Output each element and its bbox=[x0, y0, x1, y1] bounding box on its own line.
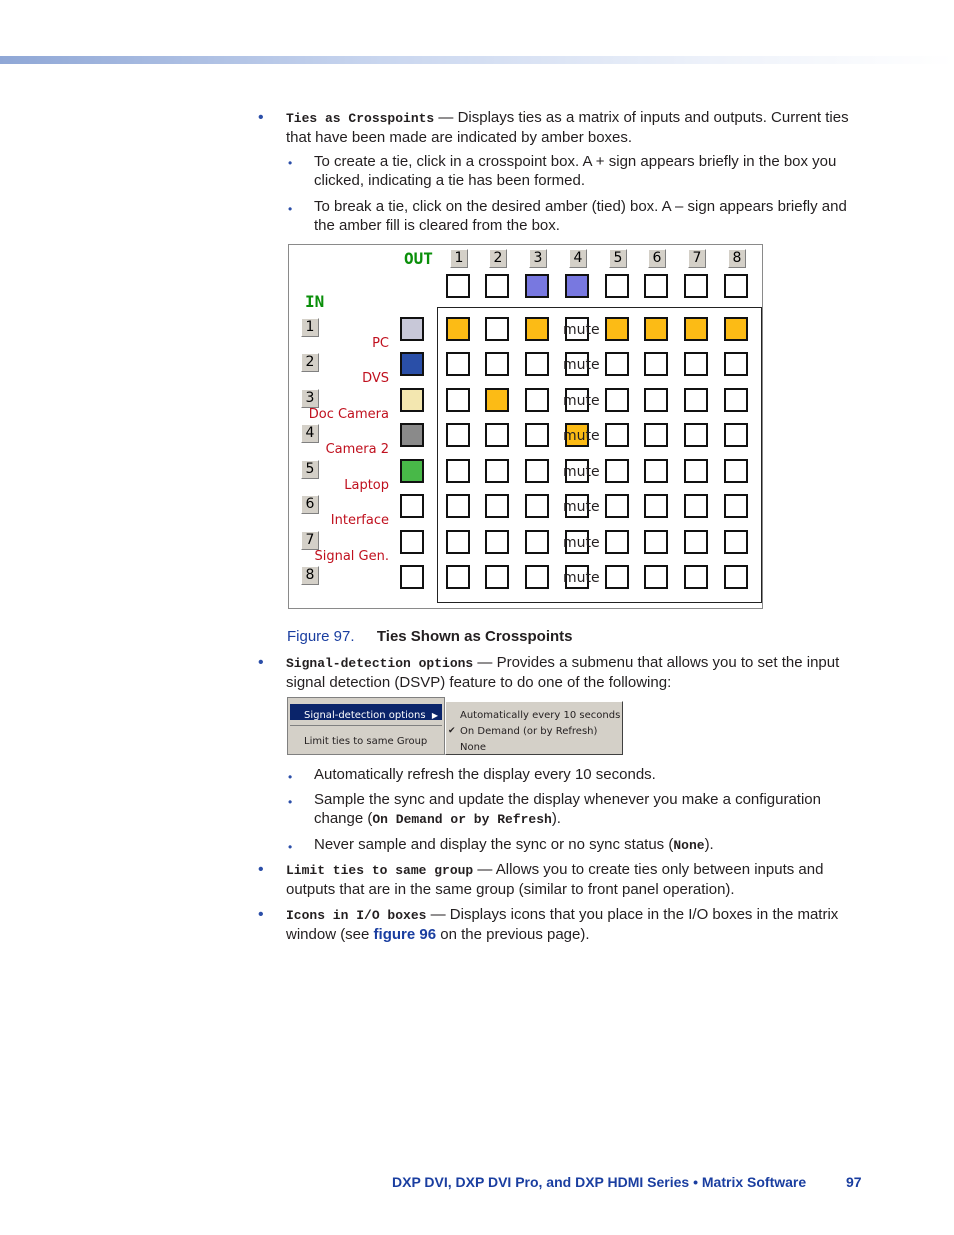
sub-item-auto-refresh: Automatically refresh the display every 10 seconds. bbox=[314, 766, 656, 783]
submenu-item-none[interactable]: None bbox=[460, 742, 487, 753]
input-device-icon-5[interactable] bbox=[400, 459, 424, 483]
paragraph-icons-io bbox=[286, 905, 866, 944]
mute-crosspoint-6[interactable] bbox=[563, 494, 600, 518]
crosspoint-8-2[interactable] bbox=[485, 565, 509, 589]
sub-item-on-demand bbox=[314, 790, 862, 829]
term-icons-io: Icons in I/O boxes bbox=[286, 908, 427, 923]
crosspoint-matrix-figure bbox=[288, 244, 763, 609]
input-number-1: 1 bbox=[301, 318, 319, 337]
crosspoint-7-7[interactable] bbox=[684, 530, 708, 554]
crosspoint-2-8[interactable] bbox=[724, 352, 748, 376]
figure-title: Ties Shown as Crosspoints bbox=[376, 628, 573, 645]
figure-caption bbox=[287, 627, 573, 646]
output-box-6[interactable] bbox=[644, 274, 668, 298]
submenu-item-automatic[interactable]: Automatically every 10 seconds bbox=[460, 710, 621, 721]
crosspoint-4-5[interactable] bbox=[605, 423, 629, 447]
crosspoint-1-6[interactable] bbox=[644, 317, 668, 341]
output-number-5: 5 bbox=[609, 249, 627, 268]
menu-item-limit-ties[interactable]: Limit ties to same Group bbox=[304, 736, 428, 747]
figure-96-link[interactable]: figure 96 bbox=[373, 926, 437, 943]
input-number-5: 5 bbox=[301, 460, 319, 479]
input-name-6: Interface bbox=[330, 513, 389, 528]
input-box-6[interactable] bbox=[400, 494, 424, 518]
crosspoint-2-6[interactable] bbox=[644, 352, 668, 376]
context-menu-figure bbox=[287, 697, 623, 755]
crosspoint-7-1[interactable] bbox=[446, 530, 470, 554]
output-box-8[interactable] bbox=[724, 274, 748, 298]
input-device-icon-1[interactable] bbox=[400, 317, 424, 341]
in-label: IN bbox=[305, 292, 325, 311]
input-device-icon-3[interactable] bbox=[400, 388, 424, 412]
crosspoint-4-7[interactable] bbox=[684, 423, 708, 447]
input-device-icon-2[interactable] bbox=[400, 352, 424, 376]
sub-item-break-tie: To break a tie, click on the desired amber (tied) box. A – sign appears briefly and the amber fill is cleared from the box. bbox=[314, 198, 847, 234]
crosspoint-2-3[interactable] bbox=[525, 352, 549, 376]
desc-ties-as-crosspoints: — Displays ties as a matrix of inputs and outputs. Current ties that have been made are indicated by amber boxes. bbox=[286, 109, 849, 146]
output-box-2[interactable] bbox=[485, 274, 509, 298]
submenu bbox=[445, 701, 623, 755]
mute-label: mute bbox=[563, 357, 600, 373]
output-number-6: 6 bbox=[648, 249, 666, 268]
main-menu bbox=[287, 697, 445, 755]
crosspoint-1-1[interactable] bbox=[446, 317, 470, 341]
bullet-marker: • bbox=[258, 861, 264, 878]
menu-item-label: Signal-detection options bbox=[304, 710, 426, 721]
crosspoint-6-3[interactable] bbox=[525, 494, 549, 518]
crosspoint-5-8[interactable] bbox=[724, 459, 748, 483]
crosspoint-4-3[interactable] bbox=[525, 423, 549, 447]
sub2-text: Sample the sync and update the display whenever you make a configuration change ( bbox=[314, 791, 821, 827]
crosspoint-3-1[interactable] bbox=[446, 388, 470, 412]
mute-crosspoint-2[interactable] bbox=[563, 352, 600, 376]
crosspoint-6-6[interactable] bbox=[644, 494, 668, 518]
figure-label: Figure 97. bbox=[287, 628, 355, 645]
submenu-arrow-icon: ▶ bbox=[431, 711, 438, 720]
sub-bullet-marker: • bbox=[288, 795, 293, 809]
input-number-3: 3 bbox=[301, 389, 319, 408]
sub-bullet-marker: • bbox=[288, 840, 293, 854]
mute-crosspoint-3[interactable] bbox=[563, 388, 600, 412]
input-number-7: 7 bbox=[301, 531, 319, 550]
crosspoint-6-5[interactable] bbox=[605, 494, 629, 518]
crosspoint-5-6[interactable] bbox=[644, 459, 668, 483]
crosspoint-1-2[interactable] bbox=[485, 317, 509, 341]
mute-label: mute bbox=[563, 464, 600, 480]
crosspoint-7-5[interactable] bbox=[605, 530, 629, 554]
input-number-4: 4 bbox=[301, 424, 319, 443]
sub-item-create-tie: To create a tie, click in a crosspoint box. A + sign appears briefly in the box you clicked, indicating a tie has been formed. bbox=[314, 153, 837, 189]
output-number-7: 7 bbox=[688, 249, 706, 268]
paragraph-limit-ties bbox=[286, 860, 866, 899]
output-box-5[interactable] bbox=[605, 274, 629, 298]
mute-crosspoint-5[interactable] bbox=[563, 459, 600, 483]
crosspoint-5-3[interactable] bbox=[525, 459, 549, 483]
sub2-code: On Demand or by Refresh bbox=[372, 812, 552, 827]
input-number-2: 2 bbox=[301, 353, 319, 372]
output-box-7[interactable] bbox=[684, 274, 708, 298]
input-box-8[interactable] bbox=[400, 565, 424, 589]
output-icon-3[interactable] bbox=[525, 274, 549, 298]
output-number-3: 3 bbox=[529, 249, 547, 268]
bullet-marker: • bbox=[258, 906, 264, 923]
sub2-end: ). bbox=[551, 810, 561, 827]
crosspoint-7-6[interactable] bbox=[644, 530, 668, 554]
mute-label: mute bbox=[563, 535, 600, 551]
crosspoint-2-5[interactable] bbox=[605, 352, 629, 376]
crosspoint-6-7[interactable] bbox=[684, 494, 708, 518]
sub3-code: None bbox=[673, 838, 705, 853]
desc-icons-io: — Displays icons that you place in the I/O boxes in the matrix window (see bbox=[286, 906, 839, 943]
output-number-1: 1 bbox=[450, 249, 468, 268]
header-bar bbox=[0, 56, 954, 64]
crosspoint-7-3[interactable] bbox=[525, 530, 549, 554]
crosspoint-7-8[interactable] bbox=[724, 530, 748, 554]
output-number-2: 2 bbox=[489, 249, 507, 268]
crosspoint-6-8[interactable] bbox=[724, 494, 748, 518]
crosspoint-2-7[interactable] bbox=[684, 352, 708, 376]
mute-crosspoint-8[interactable] bbox=[563, 565, 600, 589]
sub-bullet-marker: • bbox=[288, 156, 293, 170]
crosspoint-1-3[interactable] bbox=[525, 317, 549, 341]
input-name-2: DVS bbox=[362, 371, 389, 386]
input-name-3: Doc Camera bbox=[308, 407, 389, 422]
crosspoint-5-2[interactable] bbox=[485, 459, 509, 483]
crosspoint-3-2[interactable] bbox=[485, 388, 509, 412]
crosspoint-5-7[interactable] bbox=[684, 459, 708, 483]
crosspoint-8-8[interactable] bbox=[724, 565, 748, 589]
sub-bullet-marker: • bbox=[288, 770, 293, 784]
bullet-marker: • bbox=[258, 654, 264, 671]
mute-label: mute bbox=[563, 499, 600, 515]
input-name-7: Signal Gen. bbox=[314, 549, 389, 564]
crosspoint-1-8[interactable] bbox=[724, 317, 748, 341]
input-name-5: Laptop bbox=[344, 478, 389, 493]
mute-crosspoint-4[interactable] bbox=[563, 423, 600, 447]
output-icon-4[interactable] bbox=[565, 274, 589, 298]
crosspoint-2-1[interactable] bbox=[446, 352, 470, 376]
crosspoint-4-6[interactable] bbox=[644, 423, 668, 447]
sub3-text: Never sample and display the sync or no sync status ( bbox=[314, 836, 674, 853]
output-number-8: 8 bbox=[728, 249, 746, 268]
mute-crosspoint-1[interactable] bbox=[563, 317, 600, 341]
input-name-1: PC bbox=[372, 336, 389, 351]
page-number: 97 bbox=[846, 1174, 862, 1190]
mute-label: mute bbox=[563, 393, 600, 409]
menu-item-signal-detection[interactable] bbox=[290, 704, 442, 720]
term-signal-detection: Signal-detection options bbox=[286, 656, 474, 671]
menu-separator bbox=[290, 725, 442, 726]
input-device-icon-4[interactable] bbox=[400, 423, 424, 447]
term-ties-as-crosspoints: Ties as Crosspoints bbox=[286, 111, 435, 126]
mute-label: mute bbox=[563, 428, 600, 444]
crosspoint-3-7[interactable] bbox=[684, 388, 708, 412]
crosspoint-8-6[interactable] bbox=[644, 565, 668, 589]
crosspoint-8-7[interactable] bbox=[684, 565, 708, 589]
crosspoint-4-2[interactable] bbox=[485, 423, 509, 447]
bullet-marker: • bbox=[258, 109, 264, 126]
input-number-8: 8 bbox=[301, 566, 319, 585]
desc-signal-detection: — Provides a submenu that allows you to set the input signal detection (DSVP) feature to do one of the following: bbox=[286, 654, 840, 691]
crosspoint-8-5[interactable] bbox=[605, 565, 629, 589]
crosspoint-6-2[interactable] bbox=[485, 494, 509, 518]
crosspoint-1-7[interactable] bbox=[684, 317, 708, 341]
input-box-7[interactable] bbox=[400, 530, 424, 554]
mute-label: mute bbox=[563, 322, 600, 338]
sub-bullet-marker: • bbox=[288, 202, 293, 216]
input-name-4: Camera 2 bbox=[325, 442, 389, 457]
mute-label: mute bbox=[563, 570, 600, 586]
crosspoint-6-1[interactable] bbox=[446, 494, 470, 518]
mute-crosspoint-7[interactable] bbox=[563, 530, 600, 554]
crosspoint-3-5[interactable] bbox=[605, 388, 629, 412]
crosspoint-5-1[interactable] bbox=[446, 459, 470, 483]
out-label: OUT bbox=[404, 249, 433, 268]
crosspoint-8-3[interactable] bbox=[525, 565, 549, 589]
crosspoint-3-3[interactable] bbox=[525, 388, 549, 412]
input-number-6: 6 bbox=[301, 495, 319, 514]
output-number-4: 4 bbox=[569, 249, 587, 268]
desc-icons-io-end: on the previous page). bbox=[436, 926, 590, 943]
sub-item-none bbox=[314, 835, 862, 855]
crosspoint-4-8[interactable] bbox=[724, 423, 748, 447]
footer-title: DXP DVI, DXP DVI Pro, and DXP HDMI Series • Matrix Software bbox=[392, 1174, 807, 1190]
crosspoint-4-1[interactable] bbox=[446, 423, 470, 447]
crosspoint-5-5[interactable] bbox=[605, 459, 629, 483]
crosspoint-3-6[interactable] bbox=[644, 388, 668, 412]
crosspoint-1-5[interactable] bbox=[605, 317, 629, 341]
sub3-end: ). bbox=[704, 836, 714, 853]
submenu-item-on-demand[interactable]: On Demand (or by Refresh) bbox=[460, 726, 598, 737]
checkmark-icon: ✔ bbox=[448, 726, 456, 736]
term-limit-ties: Limit ties to same group bbox=[286, 863, 474, 878]
paragraph-ties-as-crosspoints bbox=[286, 108, 866, 147]
output-box-1[interactable] bbox=[446, 274, 470, 298]
crosspoint-8-1[interactable] bbox=[446, 565, 470, 589]
paragraph-signal-detection bbox=[286, 653, 866, 692]
crosspoint-3-8[interactable] bbox=[724, 388, 748, 412]
crosspoint-7-2[interactable] bbox=[485, 530, 509, 554]
desc-limit-ties: — Allows you to create ties only between inputs and outputs that are in the same group (similar to front panel operation). bbox=[286, 861, 824, 898]
crosspoint-2-2[interactable] bbox=[485, 352, 509, 376]
